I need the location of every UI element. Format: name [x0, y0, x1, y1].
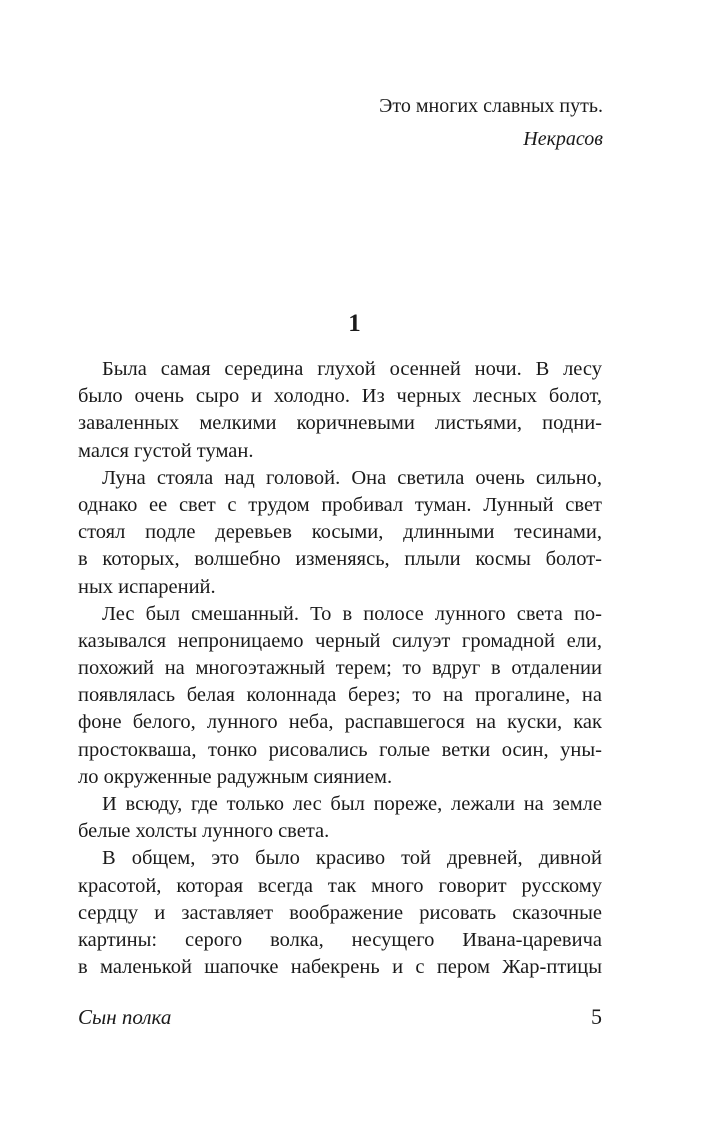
text-line: ных испарений. [78, 575, 216, 598]
text-line: заваленных мелкими коричневыми листьями, подни- [78, 412, 602, 435]
text-line: мался густой туман. [78, 439, 254, 462]
text-line: белые холсты лунного света. [78, 820, 330, 843]
text-line: картины: серого волка, несущего Ивана-царевича [78, 928, 602, 951]
text-line: казывался непроницаемо черный силуэт громадной ели, [78, 629, 602, 652]
text-line: в которых, волшебно изменяясь, плыли космы болот- [78, 548, 602, 571]
text-line: Луна стояла над головой. Она светила очень сильно, [102, 466, 602, 489]
text-line: И всюду, где только лес был пореже, лежали на земле [102, 793, 602, 815]
epigraph-author: Некрасов [523, 128, 603, 150]
epigraph-quote: Это многих славных путь. [379, 95, 603, 117]
text-line: похожий на многоэтажный терем; то вдруг в отдалении [78, 657, 602, 680]
text-line: Лес был смешанный. То в полосе лунного света по- [102, 602, 602, 625]
text-line: красотой, которая всегда так много говорит русскому [78, 874, 602, 897]
text-line: было очень сыро и холодно. Из черных лесных болот, [78, 385, 602, 408]
text-line: появлялась белая колоннада берез; то на прогалине, на [78, 684, 602, 707]
chapter-number: 1 [348, 310, 361, 337]
text-line: сердцу и заставляет воображение рисовать сказочные [78, 901, 602, 924]
text-line: простокваша, тонко рисовались голые ветки осин, уны- [78, 738, 602, 761]
body-text [78, 356, 602, 981]
page-number: 5 [591, 1004, 602, 1029]
text-line: в маленькой шапочке набекрень и с пером Жар-птицы [78, 956, 602, 979]
text-line: стоял подле деревьев косыми, длинными тесинами, [78, 521, 602, 544]
text-line: В общем, это было красиво той древней, дивной [102, 847, 602, 870]
text-line: однако ее свет с трудом пробивал туман. Лунный свет [78, 493, 602, 516]
text-line: Была самая середина глухой осенней ночи. В лесу [102, 358, 602, 380]
epigraph [379, 90, 603, 156]
page-footer [78, 1004, 602, 1030]
running-title: Сын полка [78, 1005, 172, 1029]
text-line: фоне белого, лунного неба, распавшегося на куски, как [78, 711, 602, 734]
text-line: ло окруженные радужным сиянием. [78, 765, 393, 788]
